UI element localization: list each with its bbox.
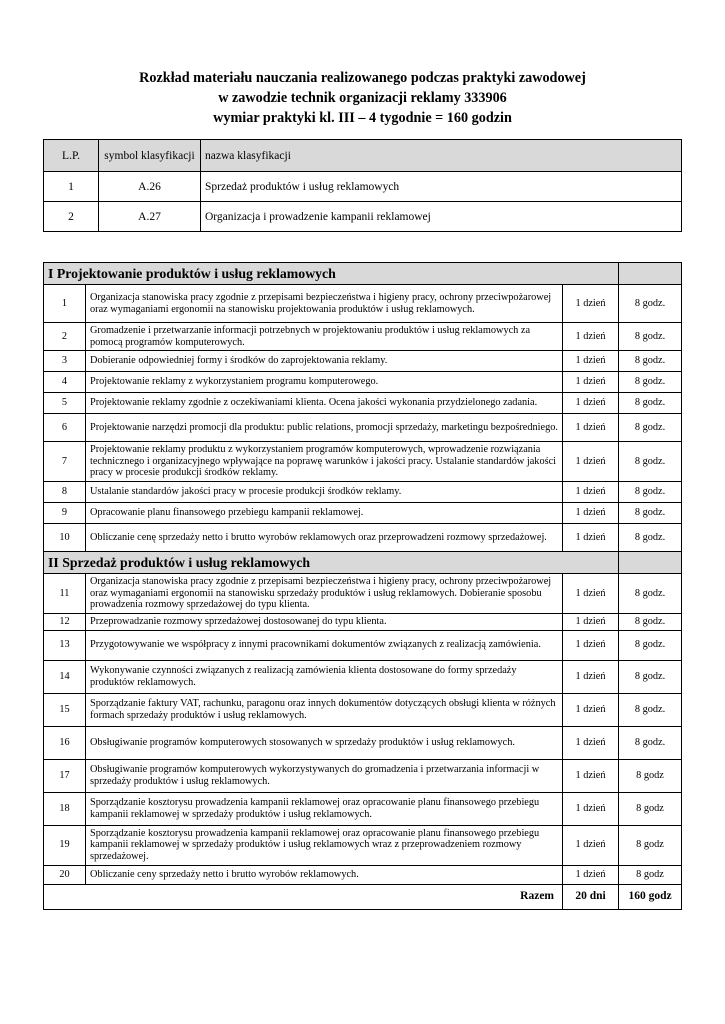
row-hours: 8 godz. <box>619 523 682 551</box>
row-description: Obsługiwanie programów komputerowych wykorzystywanych do gromadzenia i przetwarzania informacji w sprzedaży produktów i usług reklamowych. <box>86 759 563 792</box>
row-hours: 8 godz. <box>619 351 682 372</box>
row-number: 12 <box>44 613 86 630</box>
classification-table <box>43 139 682 232</box>
row-days: 1 dzień <box>563 414 619 442</box>
row-days: 1 dzień <box>563 481 619 502</box>
summary-days: 20 dni <box>563 884 619 909</box>
row-days: 1 dzień <box>563 502 619 523</box>
row-description: Projektowanie reklamy z wykorzystaniem programu komputerowego. <box>86 372 563 393</box>
document-title <box>0 68 725 128</box>
row-days: 1 dzień <box>563 792 619 825</box>
row-number: 6 <box>44 414 86 442</box>
row-days: 1 dzień <box>563 442 619 482</box>
row-days: 1 dzień <box>563 630 619 660</box>
section-blank <box>619 263 682 285</box>
row-number: 11 <box>44 573 86 613</box>
table-row <box>44 759 682 792</box>
classification-lp: 2 <box>44 202 99 232</box>
summary-label: Razem <box>44 884 563 909</box>
row-number: 9 <box>44 502 86 523</box>
row-number: 5 <box>44 393 86 414</box>
row-number: 10 <box>44 523 86 551</box>
row-description: Obsługiwanie programów komputerowych stosowanych w sprzedaży produktów i usług reklamowych. <box>86 726 563 759</box>
row-description: Organizacja stanowiska pracy zgodnie z przepisami bezpieczeństwa i higieny pracy, ochrony przeciwpożarowej oraz wymaganiami ergonomii na stanowisku sprzedaży produktów i usług reklamowych. Dobieranie sposobu prowadzenia rozmowy sprzedażowej do typu klienta. <box>86 573 563 613</box>
row-days: 1 dzień <box>563 613 619 630</box>
classification-name: Sprzedaż produktów i usług reklamowych <box>201 172 682 202</box>
row-description: Przygotowywanie we współpracy z innymi pracownikami dokumentów związanych z realizacją zamówienia. <box>86 630 563 660</box>
row-hours: 8 godz. <box>619 726 682 759</box>
section-header <box>44 263 682 285</box>
table-row <box>44 393 682 414</box>
row-number: 8 <box>44 481 86 502</box>
row-description: Obliczanie ceny sprzedaży netto i brutto wyrobów reklamowych. <box>86 865 563 884</box>
symbol-header: symbol klasyfikacji <box>99 140 201 172</box>
row-number: 16 <box>44 726 86 759</box>
table-row <box>44 573 682 613</box>
row-description: Organizacja stanowiska pracy zgodnie z przepisami bezpieczeństwa i higieny pracy, ochrony przeciwpożarowej oraz wymaganiami ergonomii na stanowisku projektowania produktów i usług reklamowych. <box>86 285 563 323</box>
row-description: Gromadzenie i przetwarzanie informacji potrzebnych w projektowaniu produktów i usług reklamowych za pomocą programów komputerowych. <box>86 323 563 351</box>
row-days: 1 dzień <box>563 726 619 759</box>
row-hours: 8 godz. <box>619 573 682 613</box>
row-description: Opracowanie planu finansowego przebiegu kampanii reklamowej. <box>86 502 563 523</box>
classification-symbol: A.27 <box>99 202 201 232</box>
row-days: 1 dzień <box>563 759 619 792</box>
summary-hours: 160 godz <box>619 884 682 909</box>
row-number: 7 <box>44 442 86 482</box>
table-row <box>44 613 682 630</box>
row-hours: 8 godz. <box>619 613 682 630</box>
classification-symbol: A.26 <box>99 172 201 202</box>
row-days: 1 dzień <box>563 573 619 613</box>
row-hours: 8 godz. <box>619 372 682 393</box>
row-number: 2 <box>44 323 86 351</box>
row-days: 1 dzień <box>563 372 619 393</box>
classification-row <box>44 202 682 232</box>
classification-row <box>44 172 682 202</box>
table-row <box>44 865 682 884</box>
row-hours: 8 godz. <box>619 414 682 442</box>
table-row <box>44 414 682 442</box>
row-hours: 8 godz. <box>619 693 682 726</box>
row-hours: 8 godz. <box>619 323 682 351</box>
table-row <box>44 825 682 865</box>
row-days: 1 dzień <box>563 323 619 351</box>
row-days: 1 dzień <box>563 660 619 693</box>
table-row <box>44 481 682 502</box>
row-description: Przeprowadzanie rozmowy sprzedażowej dostosowanej do typu klienta. <box>86 613 563 630</box>
table-row <box>44 442 682 482</box>
row-description: Projektowanie reklamy produktu z wykorzystaniem programów komputerowych, wprowadzenie rozwiązania technicznego i organizacyjnego wpływające na poprawę warunków i jakości pracy. Ustalanie standardów jakości pracy w procesie produkcji środków reklamy. <box>86 442 563 482</box>
classification-name: Organizacja i prowadzenie kampanii reklamowej <box>201 202 682 232</box>
table-row <box>44 792 682 825</box>
table-row <box>44 660 682 693</box>
row-description: Sporządzanie faktury VAT, rachunku, paragonu oraz innych dokumentów dotyczących obsługi klienta w różnych formach sprzedaży produktów i usług reklamowych. <box>86 693 563 726</box>
row-hours: 8 godz <box>619 825 682 865</box>
table-row <box>44 372 682 393</box>
table-row <box>44 726 682 759</box>
schedule-table <box>43 262 682 910</box>
section-blank <box>619 551 682 573</box>
row-hours: 8 godz <box>619 865 682 884</box>
row-description: Wykonywanie czynności związanych z realizacją zamówienia klienta dostosowane do formy sprzedaży produktów reklamowych. <box>86 660 563 693</box>
row-hours: 8 godz <box>619 759 682 792</box>
row-days: 1 dzień <box>563 351 619 372</box>
row-description: Sporządzanie kosztorysu prowadzenia kampanii reklamowej oraz opracowanie planu finansowego przebiegu kampanii reklamowej w sprzedaży produktów i usług reklamowych wraz z przeprowadzeniem rozmowy sprzedażowej. <box>86 825 563 865</box>
title-line-3: wymiar praktyki kl. III – 4 tygodnie = 160 godzin <box>213 110 512 126</box>
row-days: 1 dzień <box>563 693 619 726</box>
row-number: 18 <box>44 792 86 825</box>
row-hours: 8 godz. <box>619 502 682 523</box>
row-number: 17 <box>44 759 86 792</box>
row-days: 1 dzień <box>563 393 619 414</box>
classification-header-row <box>44 140 682 172</box>
row-number: 13 <box>44 630 86 660</box>
table-row <box>44 351 682 372</box>
row-days: 1 dzień <box>563 865 619 884</box>
row-days: 1 dzień <box>563 523 619 551</box>
row-description: Dobieranie odpowiedniej formy i środków do zaprojektowania reklamy. <box>86 351 563 372</box>
row-days: 1 dzień <box>563 285 619 323</box>
row-description: Sporządzanie kosztorysu prowadzenia kampanii reklamowej oraz opracowanie planu finansowego przebiegu kampanii reklamowej w sprzedaży produktów i usług reklamowych. <box>86 792 563 825</box>
row-number: 4 <box>44 372 86 393</box>
row-hours: 8 godz. <box>619 660 682 693</box>
table-row <box>44 523 682 551</box>
section-header <box>44 551 682 573</box>
table-row <box>44 285 682 323</box>
row-days: 1 dzień <box>563 825 619 865</box>
row-hours: 8 godz. <box>619 393 682 414</box>
row-number: 20 <box>44 865 86 884</box>
row-hours: 8 godz <box>619 792 682 825</box>
row-hours: 8 godz. <box>619 285 682 323</box>
row-number: 1 <box>44 285 86 323</box>
table-row <box>44 502 682 523</box>
name-header: nazwa klasyfikacji <box>201 140 682 172</box>
section-title: I Projektowanie produktów i usług reklamowych <box>44 263 619 285</box>
row-number: 15 <box>44 693 86 726</box>
row-hours: 8 godz. <box>619 481 682 502</box>
row-number: 14 <box>44 660 86 693</box>
title-line-2: w zawodzie technik organizacji reklamy 333906 <box>218 90 507 106</box>
classification-lp: 1 <box>44 172 99 202</box>
row-hours: 8 godz. <box>619 442 682 482</box>
row-description: Obliczanie cenę sprzedaży netto i brutto wyrobów reklamowych oraz przeprowadzeni rozmowy sprzedażowej. <box>86 523 563 551</box>
summary-row <box>44 884 682 909</box>
row-description: Projektowanie narzędzi promocji dla produktu: public relations, promocji sprzedaży, marketingu bezpośredniego. <box>86 414 563 442</box>
lp-header: L.P. <box>44 140 99 172</box>
row-number: 3 <box>44 351 86 372</box>
schedule-body <box>44 263 682 910</box>
row-description: Projektowanie reklamy zgodnie z oczekiwaniami klienta. Ocena jakości wykonania przydzielonego zadania. <box>86 393 563 414</box>
row-description: Ustalanie standardów jakości pracy w procesie produkcji środków reklamy. <box>86 481 563 502</box>
table-row <box>44 693 682 726</box>
table-row <box>44 323 682 351</box>
table-row <box>44 630 682 660</box>
section-title: II Sprzedaż produktów i usług reklamowych <box>44 551 619 573</box>
row-number: 19 <box>44 825 86 865</box>
title-line-1: Rozkład materiału nauczania realizowanego podczas praktyki zawodowej <box>139 70 586 86</box>
row-hours: 8 godz. <box>619 630 682 660</box>
